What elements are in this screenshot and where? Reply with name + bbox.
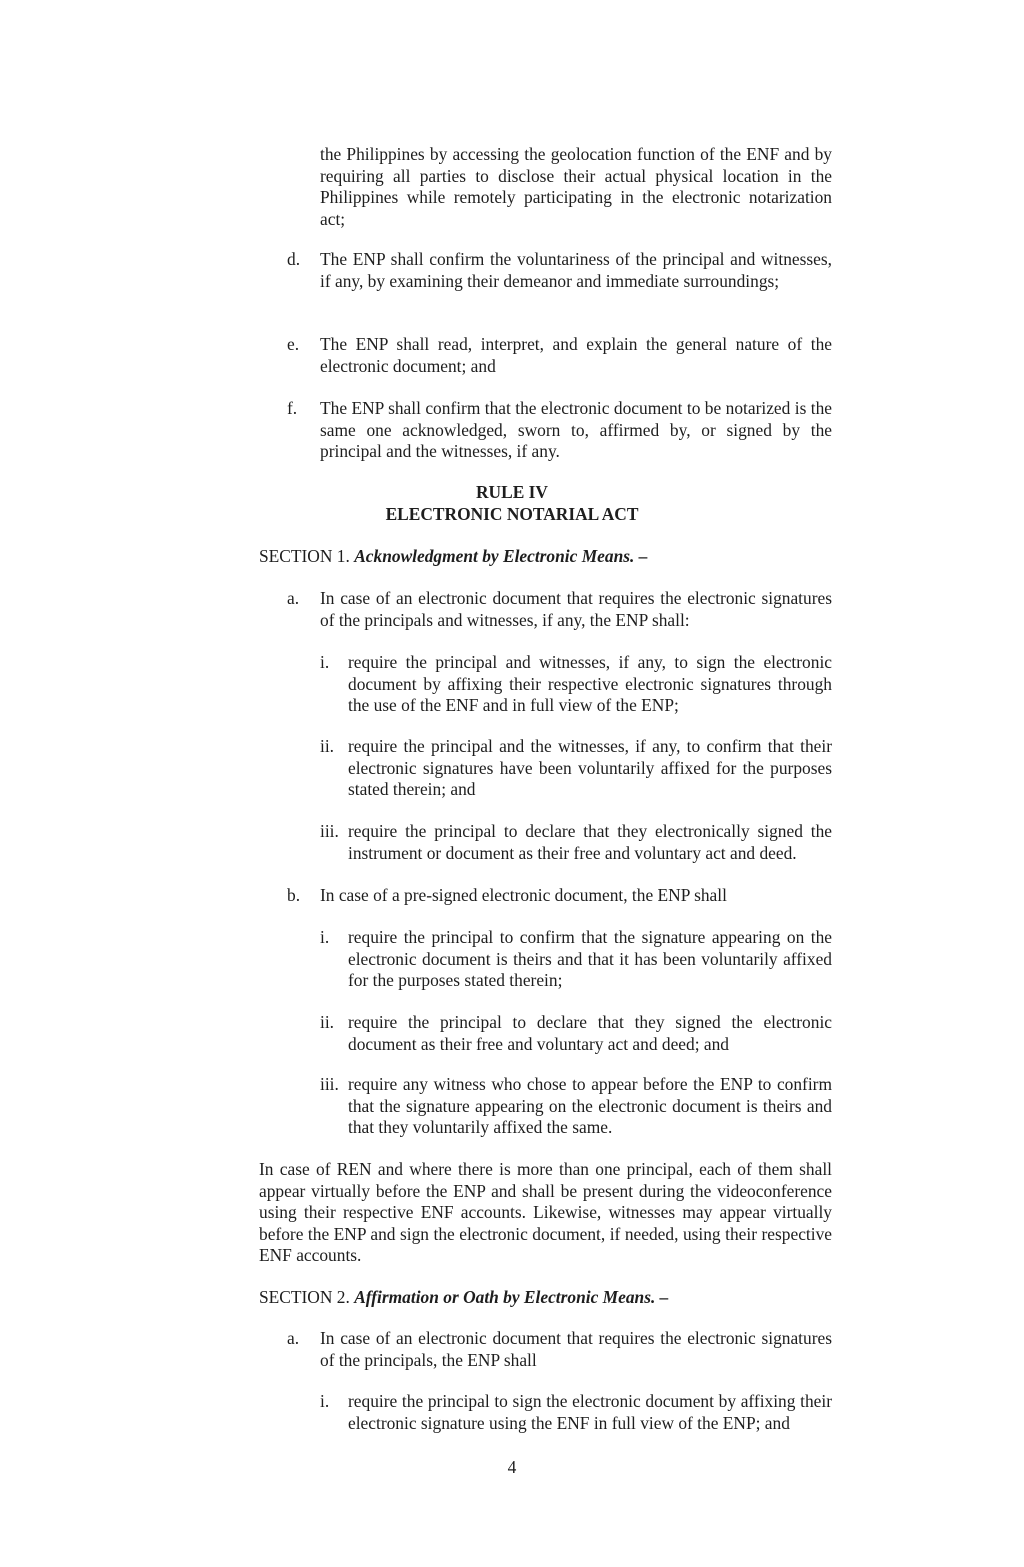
list-marker: b. — [287, 885, 301, 905]
list-marker: i. — [320, 1391, 330, 1411]
list-item-text: require the principal to sign the electronic document by affixing their electronic signature using the ENF in full view of the ENP; and — [348, 1391, 832, 1433]
list-marker: ii. — [320, 736, 335, 756]
list-item-text: In case of an electronic document that requires the electronic signatures of the principals, the ENP shall — [320, 1328, 832, 1370]
rule-number: RULE IV — [476, 482, 548, 502]
list-item-text: require the principal to confirm that the signature appearing on the electronic document is theirs and that it has been voluntarily affixed for the purposes stated therein; — [348, 927, 832, 991]
list-marker: iii. — [320, 1074, 339, 1094]
list-item-text: The ENP shall confirm that the electronic document to be notarized is the same one acknowledged, sworn to, affirmed by, or signed by the principal and the witnesses, if any. — [320, 398, 832, 462]
list-marker: i. — [320, 927, 330, 947]
list-item-text: The ENP shall confirm the voluntariness of the principal and witnesses, if any, by examining their demeanor and immediate surroundings; — [320, 249, 832, 291]
list-marker: f. — [287, 398, 298, 418]
list-marker: ii. — [320, 1012, 335, 1032]
list-marker: iii. — [320, 821, 339, 841]
list-marker: d. — [287, 249, 301, 269]
list-item-text: In case of an electronic document that requires the electronic signatures of the principals and witnesses, if any, the ENP shall: — [320, 588, 832, 630]
list-item-text: require the principal and witnesses, if any, to sign the electronic document by affixing their respective electronic signatures through the use of the ENF and in full view of the ENP; — [348, 652, 832, 716]
list-marker: a. — [287, 588, 300, 608]
section-1-closing-paragraph: In case of REN and where there is more than one principal, each of them shall appear virtually before the ENP and shall be present during the videoconference using their respective ENF accounts. Likewise, witnesses may appear virtually before the ENP and sign the electronic document, if needed, using their respective ENF accounts. — [259, 1159, 832, 1266]
section-1-heading — [259, 546, 647, 568]
continuation-paragraph: the Philippines by accessing the geolocation function of the ENF and by requiring all parties to disclose their actual physical location in the Philippines while remotely participating in the electronic notarization act; — [320, 144, 832, 229]
rule-title: ELECTRONIC NOTARIAL ACT — [385, 504, 639, 524]
section-2-heading — [259, 1287, 668, 1309]
list-marker: i. — [320, 652, 330, 672]
page-number: 4 — [507, 1457, 517, 1477]
list-item-text: require the principal to declare that they electronically signed the instrument or document as their free and voluntary act and deed. — [348, 821, 832, 863]
list-marker: e. — [287, 334, 300, 354]
list-item-text: require the principal and the witnesses, if any, to confirm that their electronic signatures have been voluntarily affixed for the purposes stated therein; and — [348, 736, 832, 800]
list-item-text: In case of a pre-signed electronic document, the ENP shall — [320, 885, 727, 905]
list-item-text: require the principal to declare that they signed the electronic document as their free and voluntary act and deed; and — [348, 1012, 832, 1054]
list-marker: a. — [287, 1328, 300, 1348]
list-item-text: require any witness who chose to appear before the ENP to confirm that the signature appearing on the electronic document is theirs and that they voluntarily affixed the same. — [348, 1074, 832, 1138]
section-title: Affirmation or Oath by Electronic Means. – — [354, 1287, 669, 1307]
section-label: SECTION 1. — [259, 546, 350, 566]
section-title: Acknowledgment by Electronic Means. – — [354, 546, 648, 566]
section-label: SECTION 2. — [259, 1287, 350, 1307]
list-item-text: The ENP shall read, interpret, and explain the general nature of the electronic document; and — [320, 334, 832, 376]
